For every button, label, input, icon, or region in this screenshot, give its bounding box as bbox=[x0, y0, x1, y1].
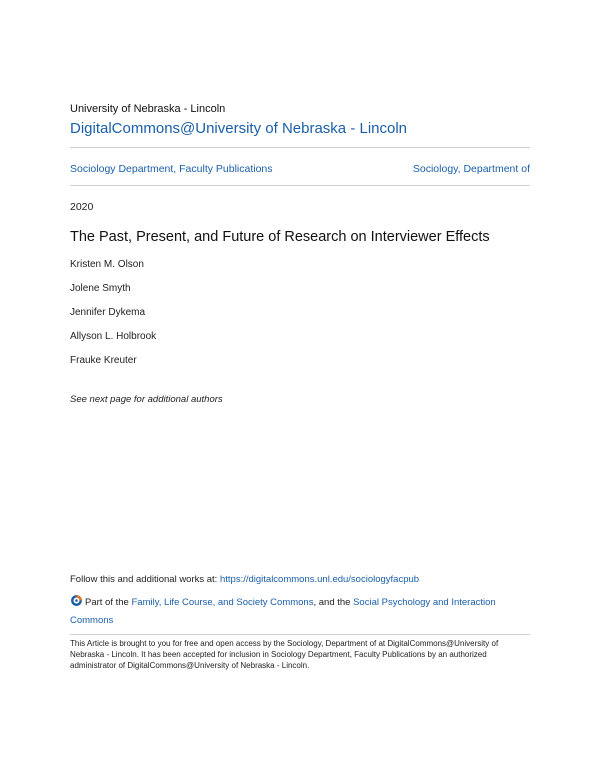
publication-year: 2020 bbox=[70, 201, 94, 213]
family-life-course-commons-link[interactable]: Family, Life Course, and Society Commons bbox=[131, 597, 314, 608]
series-link[interactable]: Sociology Department, Faculty Publications bbox=[70, 163, 273, 175]
divider-middle bbox=[70, 185, 530, 186]
department-link[interactable]: Sociology, Department of bbox=[412, 163, 530, 175]
author-name: Jennifer Dykema bbox=[70, 307, 146, 318]
follow-text: Follow this and additional works at: bbox=[70, 574, 220, 585]
part-of-prefix: Part of the bbox=[85, 597, 132, 608]
author-name: Allyson L. Holbrook bbox=[70, 331, 157, 342]
institution-name: University of Nebraska - Lincoln bbox=[70, 103, 226, 115]
social-psychology-commons-link[interactable]: Social Psychology and Interaction Commons bbox=[70, 597, 496, 626]
part-of-mid: , and the bbox=[313, 597, 354, 608]
author-list bbox=[70, 258, 156, 378]
author-name: Jolene Smyth bbox=[70, 283, 131, 294]
part-of-line bbox=[70, 594, 530, 629]
author-name: Frauke Kreuter bbox=[70, 355, 137, 366]
author-name: Kristen M. Olson bbox=[70, 259, 144, 270]
divider-bottom bbox=[70, 634, 530, 635]
divider-top bbox=[70, 147, 530, 148]
follow-line bbox=[70, 574, 419, 585]
additional-authors-note: See next page for additional authors bbox=[70, 394, 223, 405]
repository-link[interactable]: DigitalCommons@University of Nebraska - Lincoln bbox=[70, 120, 408, 137]
article-title: The Past, Present, and Future of Research on Interviewer Effects bbox=[70, 229, 490, 245]
access-notice: This Article is brought to you for free and open access by the Sociology, Department of at DigitalCommons@University of Nebraska - Lincoln. It has been accepted for inclusion in Sociology Department, Faculty Publications by an authorized administrator of DigitalCommons@University of Nebraska - Lincoln. bbox=[70, 639, 499, 670]
bepress-network-icon bbox=[70, 594, 83, 613]
collection-url-link[interactable]: https://digitalcommons.unl.edu/sociologyfacpub bbox=[219, 574, 420, 585]
